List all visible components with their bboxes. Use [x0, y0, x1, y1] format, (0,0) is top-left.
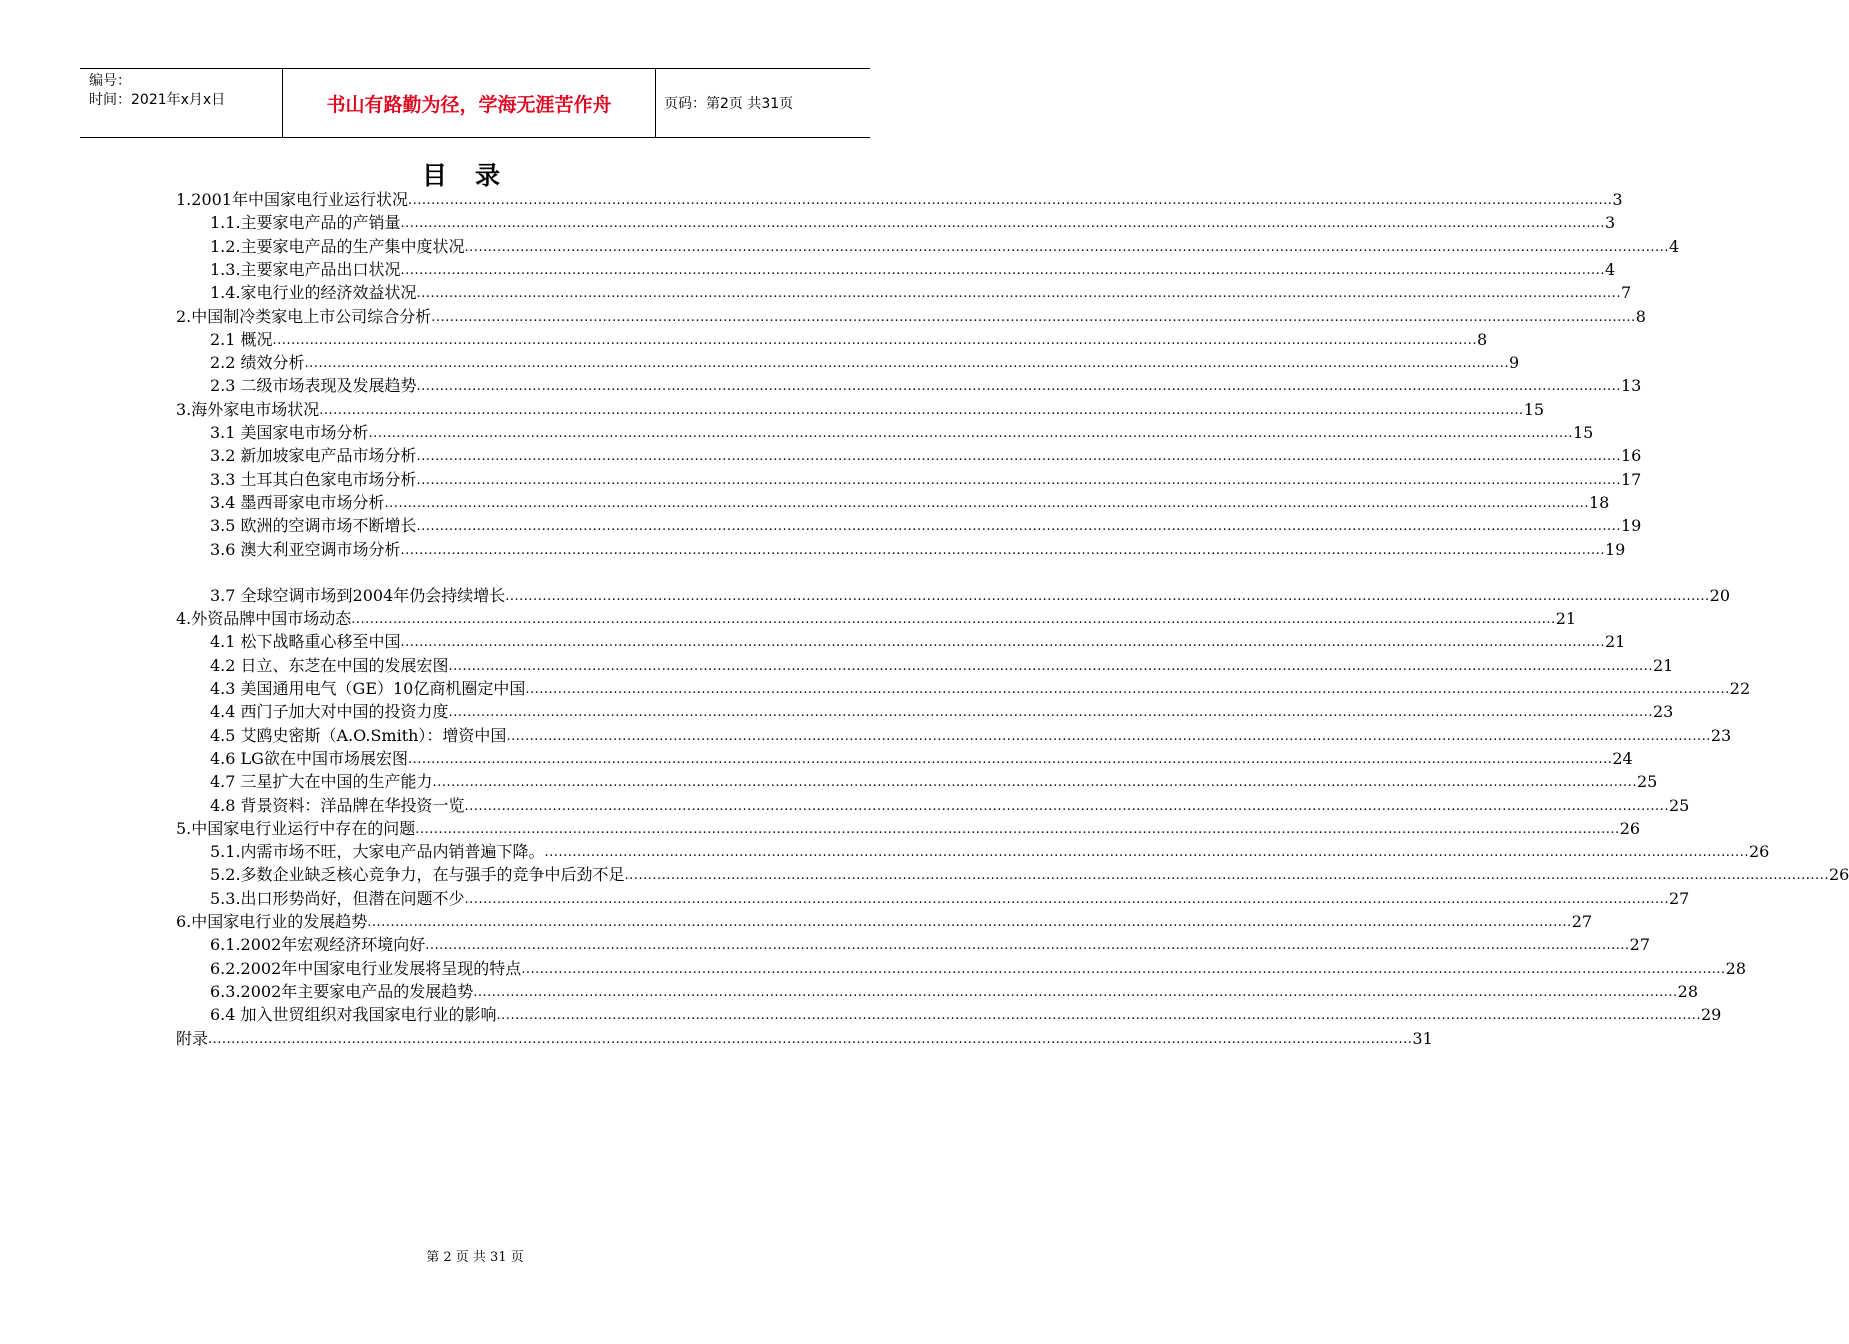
- toc-dot-leader: ....................................................................................................................................................................................................................................................................: [473, 984, 1678, 1000]
- toc-entry-label: 1.4.家电行业的经济效益状况: [210, 283, 417, 303]
- toc-entry-page: 13: [1620, 376, 1642, 396]
- toc-entry[interactable]: [176, 606, 1577, 629]
- toc-entry-label: 1.1.主要家电产品的产销量: [210, 213, 401, 233]
- toc-entry[interactable]: [210, 956, 1747, 979]
- toc-dot-leader: ....................................................................................................................................................................................................................................................................: [368, 426, 1573, 441]
- toc-entry-page: 21: [1652, 655, 1674, 675]
- toc-entry-label: 4.4 西门子加大对中国的投资力度: [210, 702, 449, 722]
- toc-entry-page: 20: [1709, 585, 1731, 605]
- toc-entry-page: 3: [1612, 190, 1623, 209]
- toc-entry-page: 22: [1729, 679, 1751, 698]
- header-page-info-cell: [655, 69, 870, 137]
- toc-entry[interactable]: [210, 979, 1699, 1002]
- header-meta: [80, 69, 282, 137]
- toc-entry[interactable]: [210, 886, 1690, 909]
- toc-entry-label: 6.3.2002年主要家电产品的发展趋势: [210, 981, 474, 1001]
- toc-entry-label: 5.2.多数企业缺乏核心竞争力，在与强手的竞争中后劲不足: [210, 865, 625, 885]
- toc-entry-page: 21: [1555, 609, 1577, 629]
- toc-entry-label: 4.5 艾鸥史密斯（A.O.Smith）：增资中国: [210, 725, 507, 745]
- toc-entry-label: 3.1 美国家电市场分析: [210, 423, 369, 442]
- page-footer: 第 2 页 共 31 页: [426, 1250, 524, 1265]
- toc-entry-label: 2.中国制冷类家电上市公司综合分析: [176, 306, 432, 326]
- toc-entry[interactable]: [210, 490, 1610, 513]
- toc-entry[interactable]: [210, 280, 1632, 303]
- toc-entry-label: 3.海外家电市场状况: [176, 399, 320, 419]
- toc-entry-page: 21: [1604, 632, 1626, 652]
- toc-entry-page: 27: [1571, 912, 1593, 931]
- toc-entry-page: 27: [1629, 935, 1651, 955]
- document-number-label: 编号：: [89, 73, 131, 89]
- toc-entry-page: 27: [1668, 888, 1690, 908]
- toc-dot-leader: ....................................................................................................................................................................................................................................................................: [464, 798, 1669, 814]
- toc-dot-leader: ....................................................................................................................................................................................................................................................................: [351, 612, 1556, 628]
- toc-entry-page: 23: [1652, 702, 1674, 722]
- toc-entry[interactable]: [210, 210, 1616, 233]
- toc-entry-page: 16: [1620, 446, 1642, 466]
- toc-entry[interactable]: [210, 327, 1488, 350]
- toc-dot-leader: ....................................................................................................................................................................................................................................................................: [448, 705, 1653, 721]
- toc-entry-page: 17: [1620, 469, 1642, 489]
- toc-dot-leader: ....................................................................................................................................................................................................................................................................: [319, 402, 1524, 418]
- toc-entry-page: 9: [1508, 353, 1520, 373]
- toc-entry-label: 5.中国家电行业运行中存在的问题: [176, 818, 416, 838]
- toc-entry-page: 31: [1412, 1028, 1433, 1048]
- toc-entry-page: 24: [1612, 748, 1633, 768]
- toc-entry[interactable]: [210, 257, 1616, 280]
- toc-dot-leader: ....................................................................................................................................................................................................................................................................: [416, 286, 1621, 302]
- toc-entry-label: 4.外资品牌中国市场动态: [176, 609, 352, 629]
- toc-entry-page: 28: [1677, 981, 1699, 1001]
- toc-dot-leader: ....................................................................................................................................................................................................................................................................: [425, 938, 1630, 954]
- toc-entry-label: 3.4 墨西哥家电市场分析: [210, 492, 385, 512]
- toc-entry[interactable]: [210, 769, 1658, 792]
- toc-entry[interactable]: [176, 304, 1646, 327]
- toc-entry[interactable]: [210, 467, 1642, 490]
- toc-entry[interactable]: [210, 443, 1642, 466]
- toc-entry-label: 4.3 美国通用电气（GE）10亿商机圈定中国: [210, 679, 526, 698]
- toc-dot-leader: ....................................................................................................................................................................................................................................................................: [416, 472, 1621, 488]
- toc-dot-leader: ....................................................................................................................................................................................................................................................................: [400, 542, 1605, 558]
- toc-entry-label: 4.1 松下战略重心移至中国: [210, 632, 401, 652]
- toc-entry-page: 25: [1636, 772, 1658, 792]
- toc-entry-page: 29: [1700, 1005, 1722, 1025]
- toc-entry-label: 4.6 LG欲在中国市场展宏图: [210, 748, 408, 768]
- toc-entry[interactable]: [210, 699, 1674, 722]
- toc-entry-page: 18: [1588, 492, 1610, 512]
- toc-entry[interactable]: [210, 420, 1594, 443]
- toc-dot-leader: ....................................................................................................................................................................................................................................................................: [384, 495, 1589, 511]
- toc-dot-leader: ....................................................................................................................................................................................................................................................................: [521, 961, 1726, 977]
- toc-dot-leader: ....................................................................................................................................................................................................................................................................: [464, 891, 1669, 907]
- header-page-info: 页码：第2页 共31页: [664, 96, 794, 112]
- toc-dot-leader: ....................................................................................................................................................................................................................................................................: [624, 868, 1829, 884]
- toc-entry-label: 3.5 欧洲的空调市场不断增长: [210, 516, 417, 536]
- toc-entry-page: 7: [1620, 283, 1632, 303]
- toc-entry-label: 1.3.主要家电产品出口状况: [210, 259, 401, 279]
- toc-dot-leader: ....................................................................................................................................................................................................................................................................: [432, 775, 1637, 791]
- toc-dot-leader: ....................................................................................................................................................................................................................................................................: [407, 751, 1613, 767]
- toc-dot-leader: ....................................................................................................................................................................................................................................................................: [416, 449, 1621, 465]
- toc-dot-leader: ....................................................................................................................................................................................................................................................................: [400, 262, 1605, 278]
- toc-entry-page: 4: [1668, 236, 1680, 256]
- toc-entry[interactable]: [210, 723, 1732, 746]
- toc-entry-label: 6.1.2002年宏观经济环境向好: [210, 935, 426, 955]
- toc-entry-page: 26: [1619, 818, 1641, 838]
- document-date-label: 时间：2021年x月x日: [89, 92, 226, 108]
- toc-dot-leader: ....................................................................................................................................................................................................................................................................: [400, 216, 1605, 232]
- toc-entry[interactable]: [176, 816, 1641, 839]
- toc-entry-label: 6.4 加入世贸组织对我国家电行业的影响: [210, 1005, 497, 1025]
- toc-entry-page: 4: [1604, 259, 1616, 279]
- toc-entry-label: 3.2 新加坡家电产品市场分析: [210, 446, 417, 466]
- toc-entry[interactable]: [210, 234, 1680, 257]
- toc-entry[interactable]: [210, 793, 1690, 816]
- toc-entry[interactable]: [210, 350, 1520, 373]
- toc-dot-leader: ....................................................................................................................................................................................................................................................................: [208, 1031, 1413, 1047]
- toc-entry-page: 23: [1710, 725, 1732, 745]
- toc-entry-label: 2.1 概况: [210, 329, 273, 349]
- toc-dot-leader: ....................................................................................................................................................................................................................................................................: [505, 588, 1710, 604]
- toc-entry-label: 2.3 二级市场表现及发展趋势: [210, 376, 417, 396]
- toc-entry-page: 19: [1620, 516, 1642, 536]
- toc-entry-label: 4.2 日立、东芝在中国的发展宏图: [210, 655, 449, 675]
- toc-entry[interactable]: [176, 187, 1623, 210]
- toc-dot-leader: ....................................................................................................................................................................................................................................................................: [464, 239, 1669, 255]
- toc-entry-page: 8: [1635, 306, 1646, 326]
- toc-dot-leader: ....................................................................................................................................................................................................................................................................: [506, 728, 1711, 744]
- toc-entry-page: 8: [1476, 329, 1488, 349]
- toc-dot-leader: ....................................................................................................................................................................................................................................................................: [496, 1008, 1701, 1024]
- toc-entry-page: 3: [1604, 213, 1616, 233]
- toc-entry-label: 1.2.主要家电产品的生产集中度状况: [210, 236, 465, 256]
- toc-entry-label: 附录: [176, 1028, 209, 1048]
- toc-entry-page: 26: [1828, 865, 1849, 885]
- toc-entry[interactable]: [210, 676, 1751, 699]
- toc-entry-label: 6.中国家电行业的发展趋势: [176, 912, 368, 931]
- toc-entry[interactable]: [210, 629, 1626, 652]
- toc-dot-leader: ....................................................................................................................................................................................................................................................................: [400, 635, 1605, 651]
- toc-entry[interactable]: [210, 932, 1651, 955]
- toc-dot-leader: ....................................................................................................................................................................................................................................................................: [431, 309, 1636, 325]
- toc-entry-label: 5.1.内需市场不旺，大家电产品内销普遍下降。: [210, 842, 545, 862]
- toc-entry-page: 19: [1604, 539, 1626, 559]
- page-header: [80, 68, 870, 138]
- toc-entry-label: 1.2001年中国家电行业运行状况: [176, 190, 408, 209]
- toc-entry-label: 4.8 背景资料：洋品牌在华投资一览: [210, 795, 465, 815]
- toc-entry[interactable]: [210, 862, 1849, 885]
- toc-entry-label: 3.7 全球空调市场到2004年仍会持续增长: [210, 585, 506, 605]
- toc-dot-leader: ....................................................................................................................................................................................................................................................................: [448, 658, 1653, 674]
- toc-entry-label: 6.2.2002年中国家电行业发展将呈现的特点: [210, 958, 522, 978]
- header-motto-cell: [282, 69, 656, 137]
- toc-dot-leader: ....................................................................................................................................................................................................................................................................: [416, 379, 1621, 395]
- toc-entry-label: 3.6 澳大利亚空调市场分析: [210, 539, 401, 559]
- toc-title: 目录: [421, 161, 528, 190]
- header-motto: 书山有路勤为径，学海无涯苦作舟: [326, 93, 612, 116]
- toc-dot-leader: ....................................................................................................................................................................................................................................................................: [367, 915, 1572, 930]
- toc-dot-leader: ....................................................................................................................................................................................................................................................................: [416, 519, 1621, 535]
- toc-dot-leader: ....................................................................................................................................................................................................................................................................: [272, 332, 1477, 348]
- toc-entry[interactable]: [210, 537, 1626, 560]
- toc-entry[interactable]: [210, 1002, 1722, 1025]
- toc-entry-page: 28: [1725, 958, 1747, 978]
- toc-entry-page: 25: [1668, 795, 1690, 815]
- toc-entry[interactable]: [210, 513, 1642, 536]
- toc-entry-page: 26: [1748, 842, 1770, 862]
- toc-entry-page: 15: [1572, 423, 1594, 442]
- toc-entry[interactable]: [176, 1026, 1433, 1049]
- toc-dot-leader: ....................................................................................................................................................................................................................................................................: [408, 193, 1613, 208]
- toc-entry[interactable]: [210, 583, 1731, 606]
- toc-entry-label: 3.3 土耳其白色家电市场分析: [210, 469, 417, 489]
- toc-entry-label: 2.2 绩效分析: [210, 353, 305, 373]
- toc-entry[interactable]: [210, 746, 1633, 769]
- toc-entry-label: 4.7 三星扩大在中国的生产能力: [210, 772, 433, 792]
- toc-dot-leader: ....................................................................................................................................................................................................................................................................: [525, 682, 1730, 697]
- toc-dot-leader: ....................................................................................................................................................................................................................................................................: [544, 845, 1749, 861]
- toc-entry[interactable]: [210, 373, 1642, 396]
- toc-entry-page: 15: [1523, 399, 1545, 419]
- toc-dot-leader: ....................................................................................................................................................................................................................................................................: [415, 821, 1620, 837]
- toc-dot-leader: ....................................................................................................................................................................................................................................................................: [304, 356, 1509, 372]
- toc-entry[interactable]: [176, 909, 1593, 932]
- toc-entry[interactable]: [176, 397, 1545, 420]
- toc-entry-label: 5.3.出口形势尚好，但潜在问题不少: [210, 888, 465, 908]
- toc-entry[interactable]: [210, 653, 1674, 676]
- toc-entry[interactable]: [210, 839, 1770, 862]
